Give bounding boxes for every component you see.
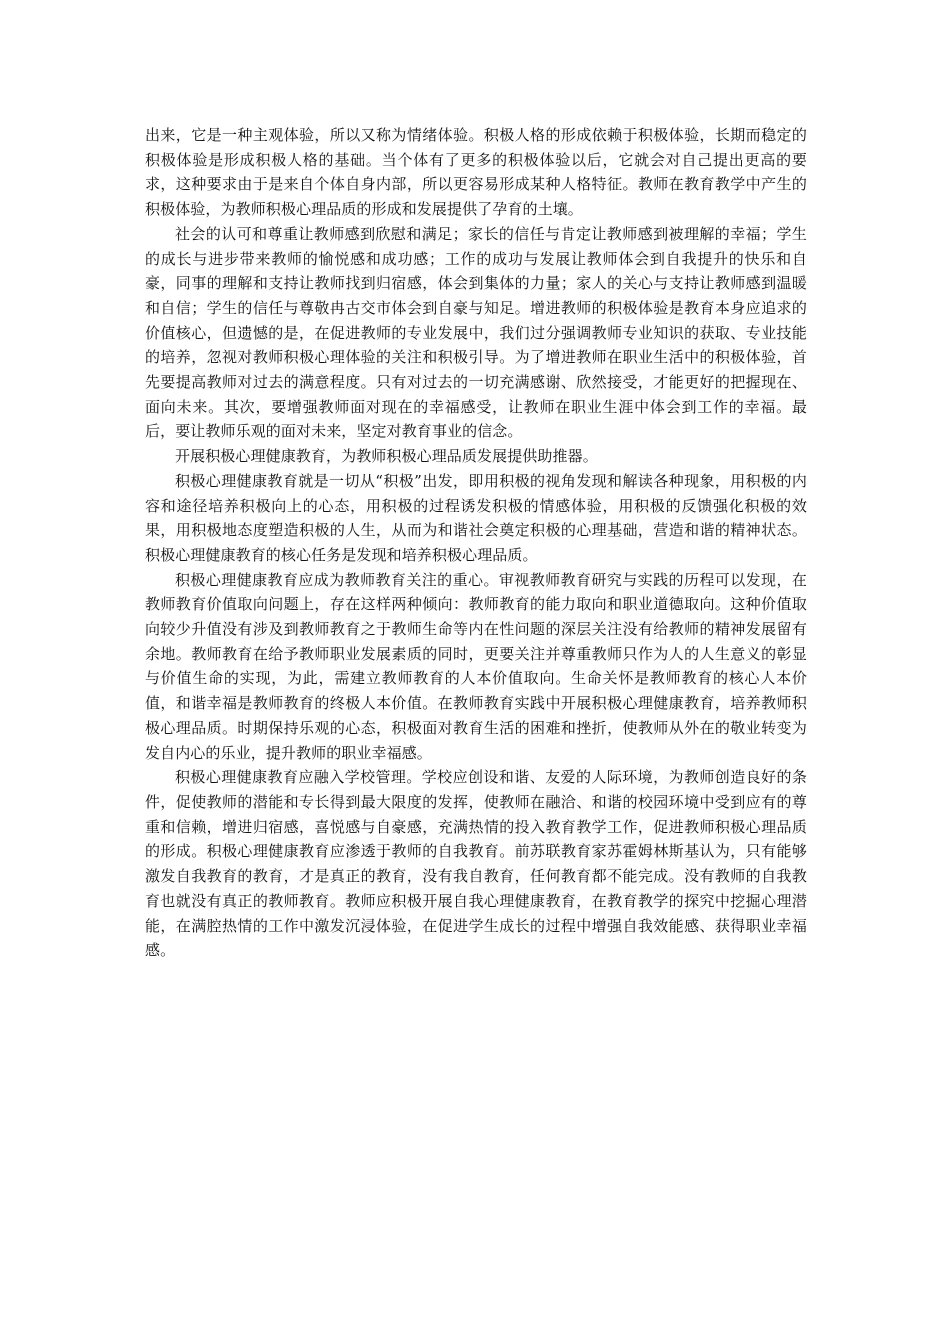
paragraph-6: 积极心理健康教育应融入学校管理。学校应创设和谐、友爱的人际环境，为教师创造良好的条件，促使教师的潜能和专长得到最大限度的发挥，使教师在融洽、和谐的校园环境中受到应有的尊重和信赖，增进归宿感，喜悦感与自豪感，充满热情的投入教育教学工作，促进教师积极心理品质的形成。积极心理健康教育应渗透于教师的自我教育。前苏联教育家苏霍姆林斯基认为，只有能够激发自我教育的教育，才是真正的教育，没有我自教育，任何教育都不能完成。没有教师的自我教育也就没有真正的教师教育。教师应积极开展自我心理健康教育，在教育教学的探究中挖掘心理潜能，在满腔热情的工作中激发沉浸体验，在促进学生成长的过程中增强自我效能感、获得职业幸福感。	[145, 768, 807, 960]
paragraph-2: 社会的认可和尊重让教师感到欣慰和满足；家长的信任与肯定让教师感到被理解的幸福；学生的成长与进步带来教师的愉悦感和成功感；工作的成功与发展让教师体会到自我提升的快乐和自豪，同事的理解和支持让教师找到归宿感，体会到集体的力量；家人的关心与支持让教师感到温暖和自信；学生的信任与尊敬冉古交市体会到自豪与知足。增进教师的积极体验是教育本身应追求的价值核心，但遗憾的是，在促进教师的专业发展中，我们过分强调教师专业知识的获取、专业技能的培养，忽视对教师积极心理体验的关注和积极引导。为了增进教师在职业生活中的积极体验，首先要提高教师对过去的满意程度。只有对过去的一切充满感谢、欣然接受，才能更好的把握现在、面向未来。其次，要增强教师面对现在的幸福感受，让教师在职业生涯中体会到工作的幸福。最后，要让教师乐观的面对未来，坚定对教育事业的信念。	[145, 224, 807, 441]
document-body	[145, 123, 807, 963]
paragraph-1: 出来，它是一种主观体验，所以又称为情绪体验。积极人格的形成依赖于积极体验，长期而稳定的积极体验是形成积极人格的基础。当个体有了更多的积极体验以后，它就会对自己提出更高的要求，这种要求由于是来自个体自身内部，所以更容易形成某种人格特征。教师在教育教学中产生的积极体验，为教师积极心理品质的形成和发展提供了孕育的土壤。	[145, 126, 807, 219]
paragraph-4: 积极心理健康教育就是一切从“积极”出发，即用积极的视角发现和解读各种现象，用积极的内容和途径培养积极向上的心态，用积极的过程诱发积极的情感体验，用积极的反馈强化积极的效果，用积极地态度塑造积极的人生，从而为和谐社会奠定积极的心理基础，营造和谐的精神状态。积极心理健康教育的核心任务是发现和培养积极心理品质。	[145, 471, 807, 564]
paragraph-3: 开展积极心理健康教育，为教师积极心理品质发展提供助推器。	[175, 447, 598, 466]
paragraph-5: 积极心理健康教育应成为教师教育关注的重心。审视教师教育研究与实践的历程可以发现，在教师教育价值取向问题上，存在这样两种倾向：教师教育的能力取向和职业道德取向。这种价值取向较少升值没有涉及到教师教育之于教师生命等内在性问题的深层关注没有给教师的精神发展留有余地。教师教育在给予教师职业发展素质的同时，更要关注并尊重教师只作为人的人生意义的彰显与价值生命的实现，为此，需建立教师教育的人本价值取向。生命关怀是教师教育的核心人本价值，和谐幸福是教师教育的终极人本价值。在教师教育实践中开展积极心理健康教育，培养教师积极心理品质。时期保持乐观的心态，积极面对教育生活的困难和挫折，使教师从外在的敬业转变为发自内心的乐业，提升教师的职业幸福感。	[145, 570, 807, 762]
